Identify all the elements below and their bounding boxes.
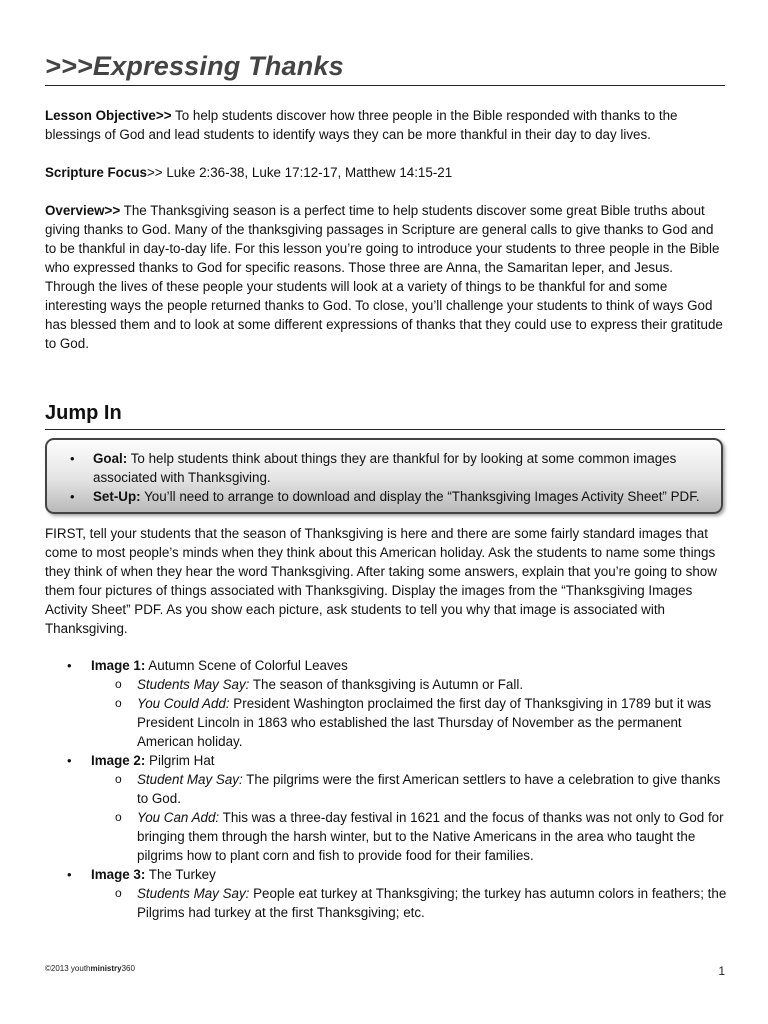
item-lead: You Could Add: <box>137 696 230 711</box>
sub-list <box>91 884 727 922</box>
page-title: >>>Expressing Thanks <box>45 51 344 81</box>
item-text: The season of thanksgiving is Autumn or Fall. <box>249 677 524 692</box>
circle-bullet-icon: o <box>115 677 122 691</box>
item-lead: Students May Say: <box>137 886 250 901</box>
lesson-objective <box>45 106 725 144</box>
sub-list-item <box>91 694 727 751</box>
bullet-icon: • <box>67 867 72 882</box>
bullet-icon: • <box>70 489 75 504</box>
goal-label: Goal: <box>93 451 128 466</box>
item-text: This was a three-day festival in 1621 and the focus of thanks was not only to God for bringing them through the harsh winter, but to the Native Americans in the area who taught the pilgrims how to plant corn and fish to provide food for their families. <box>137 810 724 863</box>
overview-label: Overview>> <box>45 203 121 218</box>
sub-list <box>91 675 727 751</box>
first-paragraph: FIRST, tell your students that the season of Thanksgiving is here and there are some fairly standard images that come to most people’s minds when they think about this American holiday. Ask the students to name some things they think of when they hear the word Thanksgiving. After taking some answers, explain that you’re going to show them four pictures of things associated with Thanksgiving. Display the images from the “Thanksgiving Images Activity Sheet” PDF. As you show each picture, ask students to tell you why that image is associated with Thanksgiving. <box>45 526 717 636</box>
item-lead: You Can Add: <box>137 810 220 825</box>
image-name: Pilgrim Hat <box>145 753 215 768</box>
goal-list <box>67 449 707 506</box>
footer-copyright <box>45 964 135 973</box>
bullet-icon: • <box>70 451 75 466</box>
list-item-image-2 <box>67 751 727 865</box>
section-divider <box>45 429 725 430</box>
brand-name: ministry <box>90 964 122 973</box>
sub-list-item <box>91 808 727 865</box>
title-divider <box>45 85 725 86</box>
page-number: 1 <box>718 964 725 978</box>
image-label: Image 3: <box>91 867 146 882</box>
image-label: Image 1: <box>91 658 146 673</box>
scripture-label: Scripture Focus <box>45 165 147 180</box>
item-text: People eat turkey at Thanksgiving; the turkey has autumn colors in feathers; the Pilgrims had turkey at the first Thanksgiving; etc. <box>137 886 727 920</box>
item-text: The pilgrims were the first American settlers to have a celebration to give thanks to God. <box>137 772 721 806</box>
sub-list-item <box>91 770 727 808</box>
list-item-image-1 <box>67 656 727 751</box>
copyright-text: ©2013 youth <box>45 964 91 973</box>
item-lead: Students May Say: <box>137 677 250 692</box>
bullet-icon: • <box>67 753 72 768</box>
goal-text: To help students think about things they are thankful for by looking at some common images associated with Thanksgiving. <box>93 451 677 485</box>
setup-label: Set-Up: <box>93 489 141 504</box>
goal-box <box>45 438 723 514</box>
list-item-image-3 <box>67 865 727 922</box>
overview <box>45 201 725 353</box>
sub-list <box>91 770 727 865</box>
circle-bullet-icon: o <box>115 772 122 786</box>
image-label: Image 2: <box>91 753 146 768</box>
section-heading: Jump In <box>45 402 122 424</box>
bullet-icon: • <box>67 658 72 673</box>
image-name: The Turkey <box>145 867 216 882</box>
scripture-text: >> Luke 2:36-38, Luke 17:12-17, Matthew 14:15-21 <box>146 165 453 180</box>
circle-bullet-icon: o <box>115 810 122 824</box>
objective-text: To help students discover how three people in the Bible responded with thanks to the blessings of God and lead students to identify ways they can be more thankful in their day to day lives. <box>45 108 678 142</box>
scripture-focus <box>45 163 725 182</box>
goal-item <box>67 449 707 487</box>
item-text: President Washington proclaimed the first day of Thanksgiving in 1789 but it was President Lincoln in 1863 who established the last Thursday of November as the permanent American holiday. <box>137 696 712 749</box>
image-list <box>67 656 727 922</box>
setup-item <box>67 487 707 506</box>
image-name: Autumn Scene of Colorful Leaves <box>145 658 348 673</box>
objective-label: Lesson Objective>> <box>45 108 172 123</box>
sub-list-item <box>91 675 727 694</box>
setup-text: You’ll need to arrange to download and display the “Thanksgiving Images Activity Sheet” PDF. <box>140 489 700 504</box>
brand-suffix: 360 <box>121 964 135 973</box>
overview-text: The Thanksgiving season is a perfect time to help students discover some great Bible truths about giving thanks to God. Many of the thanksgiving passages in Scripture are general calls to give thanks to God and to be thankful in day-to-day life. For this lesson you’re going to introduce your students to three people in the Bible who expressed thanks to God for specific reasons. Those three are Anna, the Samaritan leper, and Jesus. Through the lives of these people your students will look at a variety of things to be thankful for and some interesting ways the people returned thanks to God. To close, you’ll challenge your students to think of ways God has blessed them and to look at some different expressions of thanks that they could use to express their gratitude to God. <box>45 203 723 351</box>
circle-bullet-icon: o <box>115 696 122 710</box>
circle-bullet-icon: o <box>115 886 122 900</box>
item-lead: Student May Say: <box>137 772 243 787</box>
sub-list-item <box>91 884 727 922</box>
